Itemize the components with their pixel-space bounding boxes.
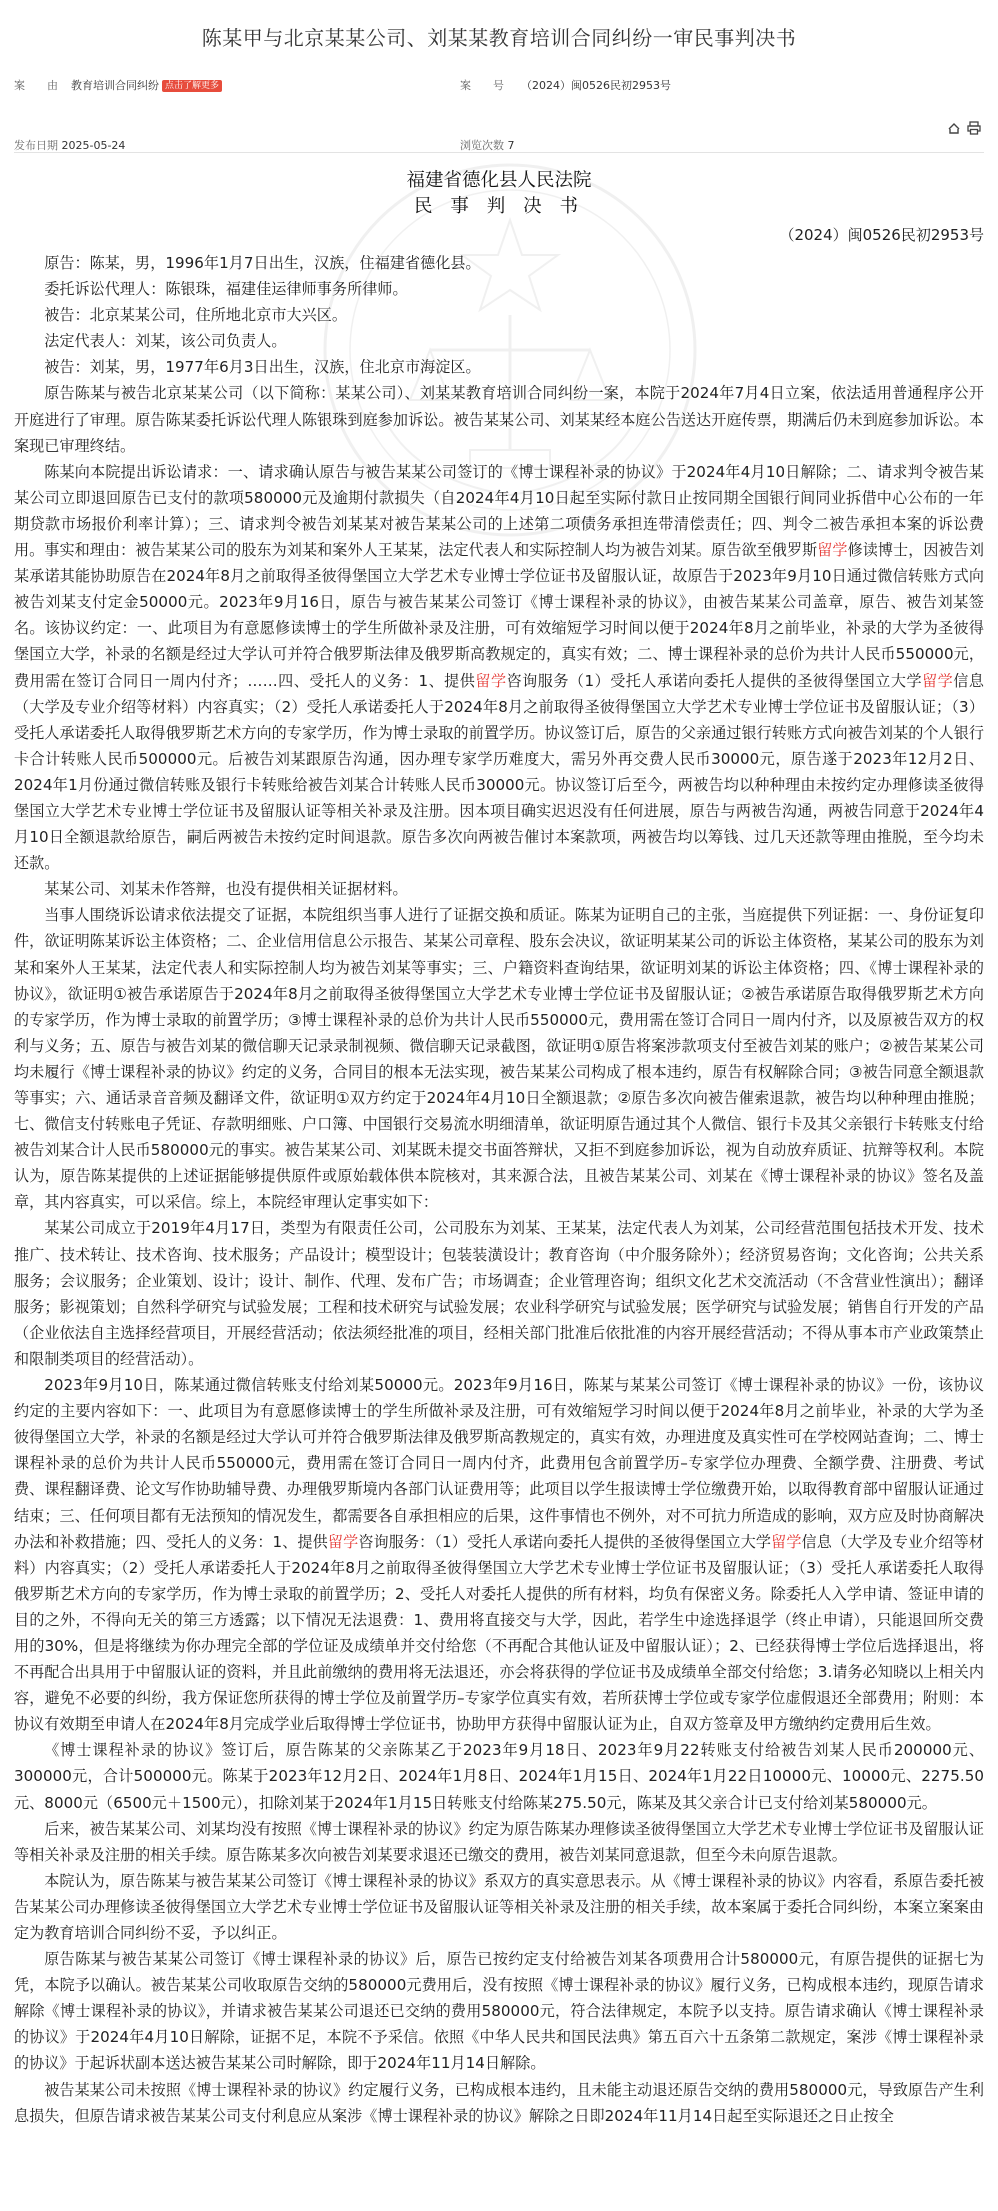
meta-caseno xyxy=(460,77,671,93)
paragraph: 某某公司、刘某未作答辩，也没有提供相关证据材料。 xyxy=(44,880,408,899)
document-body xyxy=(14,250,984,2129)
paragraph: 委托诉讼代理人：陈银珠，福建佳运律师事务所律师。 xyxy=(44,280,408,299)
share-icon[interactable] xyxy=(946,120,962,136)
judgment-document xyxy=(14,168,984,2129)
paragraph: 《博士课程补录的协议》签订后，原告陈某的父亲陈某乙于2023年9月18日、2023年9月22转账支付给被告刘某人民币200000元、300000元，合计500000元。陈某于2023年12月2日、2024年1月8日、2024年1月15日、2024年1月22日10000元、10000元、2275.50元、8000元（6500元＋1500元），扣除刘某于2024年1月15日转账支付给陈某275.50元，陈某及其父亲合计已支付给刘某580000元。 xyxy=(14,1741,984,1812)
paragraph: 陈某向本院提出诉讼请求：一、请求确认原告与被告某某公司签订的《博士课程补录的协议》于2024年4月10日解除；二、请求判令被告某某公司立即退回原告已支付的款项580000元及逾期付款损失（自2024年4月10日起至实际付款日止按同期全国银行间同业拆借中心公布的一年期贷款市场报价利率计算）；三、请求判令被告刘某某对被告某某公司的上述第二项债务承担连带清偿责任；四、判令二被告承担本案的诉讼费用。事实和理由：被告某某公司的股东为刘某和案外人王某某，法定代表人和实际控制人均为被告刘某。原告欲至俄罗斯留学修读博士，因被告刘某承诺其能协助原告在2024年8月之前取得圣彼得堡国立大学艺术专业博士学位证书及留服认证，故原告于2023年9月10日通过微信转账方式向被告刘某支付定金50000元。2023年9月16日，原告与被告某某公司签订《博士课程补录的协议》，由被告某某公司盖章，原告、被告刘某签名。该协议约定：一、此项目为有意愿修读博士的学生所做补录及注册，可有效缩短学习时间以便于2024年8月之前毕业，补录的大学为圣彼得堡国立大学，补录的名额是经过大学认可并符合俄罗斯法律及俄罗斯高教规定的，真实有效；二、博士课程补录的总价为共计人民币550000元，费用需在签订合同日一周内付齐；……四、受托人的义务：1、提供留学咨询服务（1）受托人承诺向委托人提供的圣彼得堡国立大学留学信息（大学及专业介绍等材料）内容真实；（2）受托人承诺委托人于2024年8月之前取得圣彼得堡国立大学艺术专业博士学位证书及留服认证；（3）受托人承诺委托人取得俄罗斯艺术方向的专家学历，作为博士录取的前置学历。协议签订后，原告的父亲通过银行转账方式向被告刘某的个人银行卡合计转账人民币500000元。后被告刘某跟原告沟通，因办理专家学历难度大，需另外再交费人民币30000元，原告遂于2023年12月2日、2024年1月份通过微信转账及银行卡转账给被告刘某合计转账人民币30000元。协议签订后至今，两被告均以种种理由未按约定办理修读圣彼得堡国立大学艺术专业博士学位证书及留服认证等相关补录及注册。因本项目确实迟迟没有任何进展，原告与两被告沟通，两被告同意于2024年4月10日全额退款给原告，嗣后两被告未按约定时间退款。原告多次向两被告催讨本案款项，两被告均以筹钱、过几天还款等理由推脱，至今均未还款。 xyxy=(14,462,984,873)
paragraph: 法定代表人：刘某，该公司负责人。 xyxy=(44,332,287,351)
highlighted-keyword: 留学 xyxy=(922,671,954,690)
highlighted-keyword: 留学 xyxy=(771,1532,802,1551)
document-type: 民 事 判 决 书 xyxy=(413,196,585,217)
print-icon[interactable] xyxy=(966,120,982,136)
highlighted-keyword: 留学 xyxy=(817,541,848,560)
meta-caseno-value: （2024）闽0526民初2953号 xyxy=(521,79,671,92)
meta-date xyxy=(14,137,125,153)
meta-cause-key: 案 由 xyxy=(14,79,58,92)
learn-more-link[interactable]: 点击了解更多 xyxy=(162,80,222,92)
paragraph: 原告陈某与被告某某公司签订《博士课程补录的协议》后，原告已按约定支付给被告刘某各项费用合计580000元，有原告提供的证据七为凭，本院予以确认。被告某某公司收取原告交纳的580000元费用后，没有按照《博士课程补录的协议》履行义务，已构成根本违约，现原告请求解除《博士课程补录的协议》，并请求被告某某公司退还已交纳的费用580000元，符合法律规定，本院予以支持。原告请求确认《博士课程补录的协议》于2024年4月10日解除，证据不足，本院不予采信。依照《中华人民共和国民法典》第五百六十五条第二款规定，案涉《博士课程补录的协议》于起诉状副本送达被告某某公司时解除，即于2024年11月14日解除。 xyxy=(14,1950,984,2073)
meta-cause-value: 教育培训合同纠纷 xyxy=(71,79,159,92)
meta-date-key: 发布日期 xyxy=(14,139,58,152)
highlighted-keyword: 留学 xyxy=(475,671,507,690)
paragraph: 当事人围绕诉讼请求依法提交了证据，本院组织当事人进行了证据交换和质证。陈某为证明自己的主张，当庭提供下列证据：一、身份证复印件，欲证明陈某诉讼主体资格；二、企业信用信息公示报告、某某公司章程、股东会决议，欲证明某某公司的诉讼主体资格，某某公司的股东为刘某和案外人王某某，法定代表人和实际控制人均为被告刘某等事实；三、户籍资料查询结果，欲证明刘某的诉讼主体资格；四、《博士课程补录的协议》，欲证明①被告承诺原告于2024年8月之前取得圣彼得堡国立大学艺术专业博士学位证书及留服认证；②被告承诺原告取得俄罗斯艺术方向的专家学历，作为博士录取的前置学历；③博士课程补录的总价为共计人民币550000元，费用需在签订合同日一周内付齐，以及原被告双方的权利与义务；五、原告与被告刘某的微信聊天记录录制视频、微信聊天记录截图，欲证明①原告将案涉款项支付至被告刘某的账户；②被告某某公司均未履行《博士课程补录的协议》约定的义务，合同目的根本无法实现，被告某某公司构成了根本违约，原告有权解除合同；③被告同意全额退款等事实；六、通话录音音频及翻译文件，欲证明①双方约定于2024年4月10日全额退款；②原告多次向被告催索退款，被告均以种种理由推脱；七、微信支付转账电子凭证、存款明细账、户口簿、中国银行交易流水明细清单，欲证明原告通过其个人微信、银行卡及其父亲银行卡转账支付给被告刘某合计人民币580000元的事实。被告某某公司、刘某既未提交书面答辩状，又拒不到庭参加诉讼，视为自动放弃质证、抗辩等权利。本院认为，原告陈某提供的上述证据能够提供原件或原始载体供本院核对，其来源合法，且被告某某公司、刘某在《博士课程补录的协议》签名及盖章，其内容真实，可以采信。综上，本院经审理认定事实如下： xyxy=(14,906,984,1212)
meta-views-value: 7 xyxy=(507,139,515,152)
paragraph: 后来，被告某某公司、刘某均没有按照《博士课程补录的协议》约定为原告陈某办理修读圣彼得堡国立大学艺术专业博士学位证书及留服认证等相关补录及注册的相关手续。原告陈某多次向被告刘某要求退还已缴交的费用，被告刘某同意退款，但至今未向原告退款。 xyxy=(14,1819,984,1864)
meta-views-key: 浏览次数 xyxy=(460,139,504,152)
paragraph: 被告：北京某某公司，住所地北京市大兴区。 xyxy=(44,306,348,325)
meta-caseno-key: 案 号 xyxy=(460,79,504,92)
paragraph: 被告某某公司未按照《博士课程补录的协议》约定履行义务，已构成根本违约，且未能主动退还原告交纳的费用580000元，导致原告产生利息损失，但原告请求被告某某公司支付利息应从案涉《博士课程补录的协议》解除之日即2024年11月14日起至实际退还之日止按全 xyxy=(14,2080,984,2125)
page-title: 陈某甲与北京某某公司、刘某某教育培训合同纠纷一审民事判决书 xyxy=(201,26,797,50)
meta-date-value: 2025-05-24 xyxy=(61,139,126,152)
meta-cause xyxy=(14,77,222,93)
paragraph: 2023年9月10日，陈某通过微信转账支付给刘某50000元。2023年9月16日，陈某与某某公司签订《博士课程补录的协议》一份，该协议约定的主要内容如下：一、此项目为有意愿修读博士的学生所做补录及注册，可有效缩短学习时间以便于2024年8月之前毕业，补录的大学为圣彼得堡国立大学，补录的名额是经过大学认可并符合俄罗斯法律及俄罗斯高教规定的，真实有效，办理进度及真实性可在学校网站查询；二、博士课程补录的总价为共计人民币550000元，费用需在签订合同日一周内付齐，此费用包含前置学历–专家学位办理费、全额学费、注册费、考试费、课程翻译费、论文写作协助辅导费、办理俄罗斯境内各部门认证费用等；此项目以学生报读博士学位缴费开始，以取得教育部中留服认证通过结束；三、任何项目都有无法预知的情况发生，都需要各自承担相应的后果，这件事情也不例外，对不可抗力所造成的影响，双方应及时协商解决办法和补救措施；四、受托人的义务：1、提供留学咨询服务：（1）受托人承诺向委托人提供的圣彼得堡国立大学留学信息（大学及专业介绍等材料）内容真实；（2）受托人承诺委托人于2024年8月之前取得圣彼得堡国立大学艺术专业博士学位证书及留服认证；（3）受托人承诺委托人取得俄罗斯艺术方向的专家学历，作为博士录取的前置学历；2、受托人对委托人提供的所有材料，均负有保密义务。除委托人入学申请、签证申请的目的之外，不得向无关的第三方透露；以下情况无法退费：1、费用将直接交与大学，因此，若学生中途选择退学（终止申请），只能退回所交费用的30%，但是将继续为你办理完全部的学位证及成绩单并交付给您（不再配合其他认证及中留服认证）；2、已经获得博士学位后选择退出，将不再配合出具用于中留服认证的资料，并且此前缴纳的费用将无法退还，亦会将获得的学位证书及成绩单全部交付给您；3.请务必知晓以上相关内容，避免不必要的纠纷，我方保证您所获得的博士学位及前置学历–专家学位真实有效，若所获博士学位或专家学位虚假退还全部费用；附则：本协议有效期至申请人在2024年8月完成学业后取得博士学位证书，协助甲方获得中留服认证为止，自双方签章及甲方缴纳约定费用后生效。 xyxy=(14,1376,984,1734)
paragraph: 本院认为，原告陈某与被告某某公司签订《博士课程补录的协议》系双方的真实意思表示。从《博士课程补录的协议》内容看，系原告委托被告某某公司办理修读圣彼得堡国立大学艺术专业博士学位证书及留服认证等相关补录及注册的相关手续，故本案属于委托合同纠纷，本案立案案由定为教育培训合同纠纷不妥，予以纠正。 xyxy=(14,1871,984,1942)
paragraph: 被告：刘某，男，1977年6月3日出生，汉族，住北京市海淀区。 xyxy=(44,358,481,377)
toolbar xyxy=(946,120,982,136)
paragraph: 原告陈某与被告北京某某公司（以下简称：某某公司）、刘某某教育培训合同纠纷一案，本院于2024年7月4日立案，依法适用普通程序公开开庭进行了审理。原告陈某委托诉讼代理人陈银珠到庭参加诉讼。被告某某公司、刘某某经本庭公告送达开庭传票，期满后仍未到庭参加诉讼。本案现已审理终结。 xyxy=(14,384,984,455)
highlighted-keyword: 留学 xyxy=(327,1532,359,1551)
paragraph: 某某公司成立于2019年4月17日，类型为有限责任公司，公司股东为刘某、王某某，法定代表人为刘某，公司经营范围包括技术开发、技术推广、技术转让、技术咨询、技术服务；产品设计；模型设计；包装装潢设计；教育咨询（中介服务除外）；经济贸易咨询；文化咨询；公共关系服务；会议服务；企业策划、设计；设计、制作、代理、发布广告；市场调查；企业管理咨询；组织文化艺术交流活动（不含营业性演出）；翻译服务；影视策划；自然科学研究与试验发展；工程和技术研究与试验发展；农业科学研究与试验发展；医学研究与试验发展；销售自行开发的产品（企业依法自主选择经营项目，开展经营活动；依法须经批准的项目，经相关部门批准后依批准的内容开展经营活动；不得从事本市产业政策禁止和限制类项目的经营活动）。 xyxy=(14,1219,984,1368)
document-case-number: （2024）闽0526民初2953号 xyxy=(779,226,984,244)
court-name: 福建省德化县人民法院 xyxy=(406,170,592,191)
paragraph: 原告：陈某，男，1996年1月7日出生，汉族，住福建省德化县。 xyxy=(44,254,481,272)
